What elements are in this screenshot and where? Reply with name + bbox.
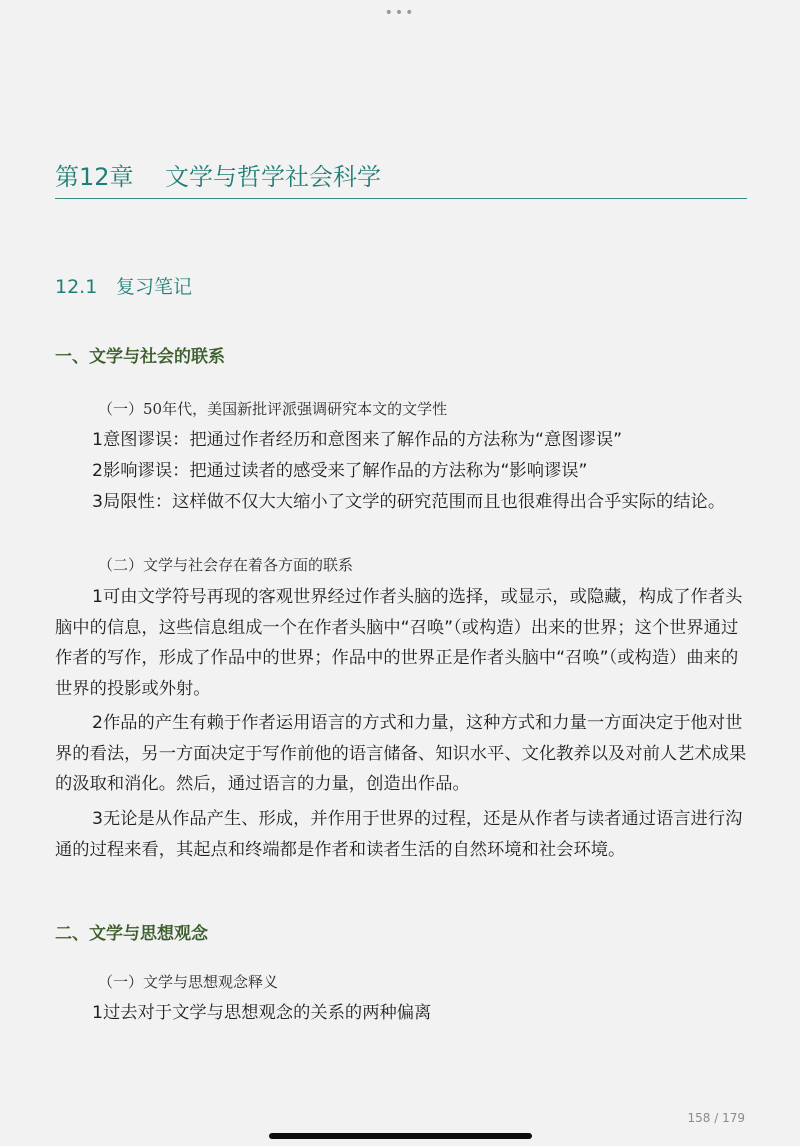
- subheading-1-2: （二）文学与社会存在着各方面的联系: [98, 556, 354, 574]
- section-title: [55, 272, 192, 302]
- paragraph-objective-world: 1可由文学符号再现的客观世界经过作者头脑的选择，或显示，或隐藏，构成了作者头脑中的信息，这些信息组成一个在作者头脑中“召唤”（或构造）出来的世界；这个世界通过作者的写作，形成了作品中的世界；作品中的世界正是作者头脑中“召唤”（或构造）曲来的世界的投影或外射。: [55, 587, 743, 699]
- paragraph-language-power: 2作品的产生有赖于作者运用语言的方式和力量，这种方式和力量一方面决定于他对世界的看法，另一方面决定于写作前他的语言储备、知识水平、文化教养以及对前人艺术成果的汲取和消化。然后，通过语言的力量，创造出作品。: [55, 713, 747, 794]
- home-indicator[interactable]: [269, 1133, 532, 1139]
- section-number: 12.1: [55, 276, 98, 298]
- paragraph-affective-fallacy: 2影响谬误：把通过读者的感受来了解作品的方法称为“影响谬误”: [92, 461, 588, 481]
- paragraph-intentional-fallacy: 1意图谬误：把通过作者经历和意图来了解作品的方法称为“意图谬误”: [92, 430, 623, 450]
- subheading-1-1: （一）50年代，美国新批评派强调研究本文的文学性: [98, 400, 448, 418]
- chapter-number: 第12章: [55, 163, 134, 191]
- page-indicator: 158 / 179: [687, 1111, 745, 1125]
- subheading-2-1: （一）文学与思想观念释义: [98, 973, 279, 991]
- more-options-icon[interactable]: •••: [384, 5, 416, 21]
- heading-part1: 一、文学与社会的联系: [55, 347, 225, 367]
- section-name: 复习笔记: [116, 276, 193, 298]
- paragraph-environment: 3无论是从作品产生、形成，并作用于世界的过程，还是从作者与读者通过语言进行沟通的过程来看，其起点和终端都是作者和读者生活的自然环境和社会环境。: [55, 809, 743, 860]
- paragraph-two-deviations: 1过去对于文学与思想观念的关系的两种偏离: [92, 1003, 432, 1023]
- heading-part2: 二、文学与思想观念: [55, 924, 208, 944]
- chapter-name: 文学与哲学社会科学: [165, 163, 381, 191]
- paragraph-limitation: 3局限性：这样做不仅大大缩小了文学的研究范围而且也很难得出合乎实际的结论。: [92, 492, 726, 512]
- chapter-title: [55, 160, 747, 199]
